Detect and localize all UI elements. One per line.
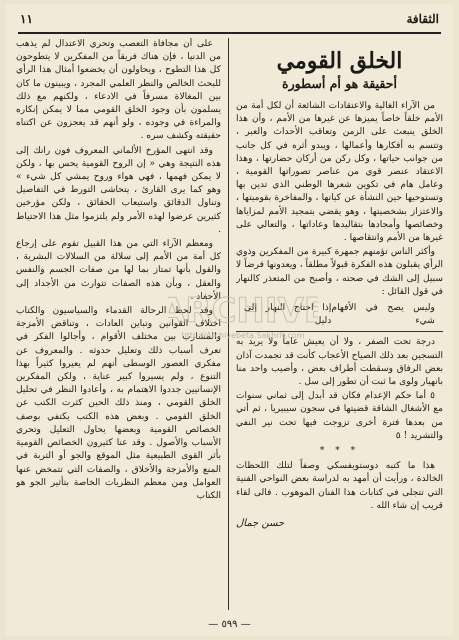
paragraph: على أن مجافاة التعصب وتحري الاعتدال لم يذهب من الدنيا ، فإن هناك فريقاً من المفكرين لا يتطوحون كل هذا التطوح ، ويحاولون أن يخضعوا أمثال هذا الرأي للبحث الخالص والنظر العلمي المجرد ، ويبينون ما كان بين المغالاة مسرفاً في الادعاء ، ولكنهم مع ذلك يسلمون بأن وجود الخلق القومي مما لا يمكن إنكاره والمراءة في وجوده ، ولو أنهم قد يعجزون عن اكتناه حقيقته وكشف سره . (16, 39, 221, 142)
article-title: الخلق القومي (276, 48, 403, 74)
right-column (236, 38, 443, 608)
verse-second-hemistich: إذا احتاج النهار إلى دليل (244, 302, 332, 327)
paragraph: ومعظم الآراء التي من هذا القبيل تقوم على إرجاع كل أمة من الأمم إلى سلالة من السلالات البشرية ، والقول بأنها تمتاز بما لها من صفات الجسم والنفس والعقل ، وبأن هذه الصفات تتوارث من الأجداد إلى الأحفاد . (16, 239, 221, 302)
author-signature: حسن جمال (236, 518, 285, 530)
footer-page-number: — ٥٩٩ — (208, 619, 251, 630)
left-column (16, 38, 221, 608)
header-page-number: ١١ (20, 12, 33, 26)
paragraph: وأكثر الناس تؤمنهم جمهرة كبيرة من المفكرين وذوي الرأي يقبلون هذه الفكرة قبولاً مطلقاً ، ويعدونها فرضاً لا سبيل إلى الشك في صحته ، وأصبح من المتعذر كالنهار في قول القائل : (236, 247, 443, 297)
paragraph: هذا ما كتبه دوستويفسكي وصفاً لتلك اللحظات الخالدة ، ورأيت أن أمهد به لدراسة بعض النواحي الفنية التي تتجلى في كتابات هذا الفنان الموهوب . فالى لقاء قريب إن شاء الله . (236, 461, 443, 511)
paragraph: من الآراء الغالية والاعتقادات الشائعة أن لكل أمة من الأمم خلقاً خاصاً يميزها عن غيرها من الأمم ، وأن هذا الخلق ينبعث على الزمن وتعاقب الأحداث والعبر ، وتتسم به أفكارها وأعمالها ، ويبدو أثره في كل جانب من جوانب حياتها ، وكل ركن من أركان حضارتها ، وهذا الاعتقاد عنصر قوي من عناصر تصوراتها القومية ، وعامل هام في تكوين شعرها الوطني الذي تدين بها وتستوحيها حين النشأة عن كيانها ، والمفاخرة بقوميتها ، والاعتزاز بشخصيتها ، وهو يقضي بتمجيد الأمم لمزاياها وخصائصها وأمجادها بتقاليدها وعاداتها ، والتعالي على غيرها من الأمم وانتقاصها . (236, 101, 443, 244)
svg-text:ARCHIVE: ARCHIVE (168, 291, 318, 331)
verse-first-hemistich: وليس يصح في الأفهام شيء (331, 302, 435, 327)
section-rule (236, 331, 443, 332)
poetry-verse (244, 301, 435, 327)
paragraph: درجة تحت الصفر ، ولا أن يعيش عاماً ولا يريد به التسجين بعد ذلك الصياح الأعجاب كأنت قد تجمدت آذان بعض الرفاق وسقطت أطراف بعض ، وأصيب واحد منا بانهيار ولوى ما ثبت أن تطور إلى سل . (236, 337, 443, 388)
paragraph: وقد لحظ الرحالة القدماء والسياسيون والكتاب اختلاف القوانين وتباين العادات ، وتناقض الأمزجة والمشارب بين مختلف الأقوام ، وأجالوا الفكر في تعرف أسباب ذلك وتعليل حدوثه . والمعروف عن مفكري العصور الوسطى أنهم لم يعيروا كثيراً بهذا التنوع ، ولم يسيروا كبير عناية ، ولكن المفكرين الإنسانيين جددوا الاهتمام به ، وأعادوا النظر في تحليل الخلق القومي ، ومنذ ذلك الحين كثرت الكتب عن الخلق القومي . وبعض هذه الكتب يكتفي بوصف الخصائص القومية وبعضها يحاول التعليل وتحري الأسباب والأصول . وقد عنا كثيرون الخصائص القومية بأثر القوى الطبيعية مثل الموقع والجو أو التربة في المنع والأمزجة والأخلاق ، والصفات التي تتمخض عنها العوامل ومن معظم النظريات الخاصة بتأثير الجو هو الكتاب (16, 306, 221, 501)
paragraph: ٥ أما حكم الإعدام فكان قد أبدل إلى ثماني سنوات مع الأشغال الشاقة قضيتها في سجون سيبيريا ، ثم أتي من بعدها فترة أخرى تزوجت فيها تحت نير النفي والتشريد ! ٥ (236, 391, 443, 441)
column-divider (228, 38, 229, 610)
svg-text:http://Archivebeta.Sakhrit.com: http://Archivebeta.Sakhrit.com (181, 331, 305, 340)
section-stars: * * * (319, 446, 360, 457)
magazine-name: الثقافة (406, 12, 439, 26)
magazine-page (6, 4, 453, 636)
page-header (20, 8, 439, 30)
header-rule (18, 32, 441, 34)
article-subtitle: أحقيقة هو أم أسطورة (282, 76, 397, 91)
paragraph: وقد انتهى المؤرخ الألماني المعروف فون رانك إلى هذه النتيجة وهي « إن الروح القومية يحس بها ، ولكن لا يمكن فهمها ، فهي هواء وروح يمشي كل شيء » وهو كما يرى القارئ ، يتحاشى التورط في التفاصيل وتناول الدقائق واستيعاب الحقائق ، ولكن مؤرخين كثيرين عرضوا لهذه الأمر ولم يلتزموا مثل هذا الاحتياط . (16, 145, 221, 235)
